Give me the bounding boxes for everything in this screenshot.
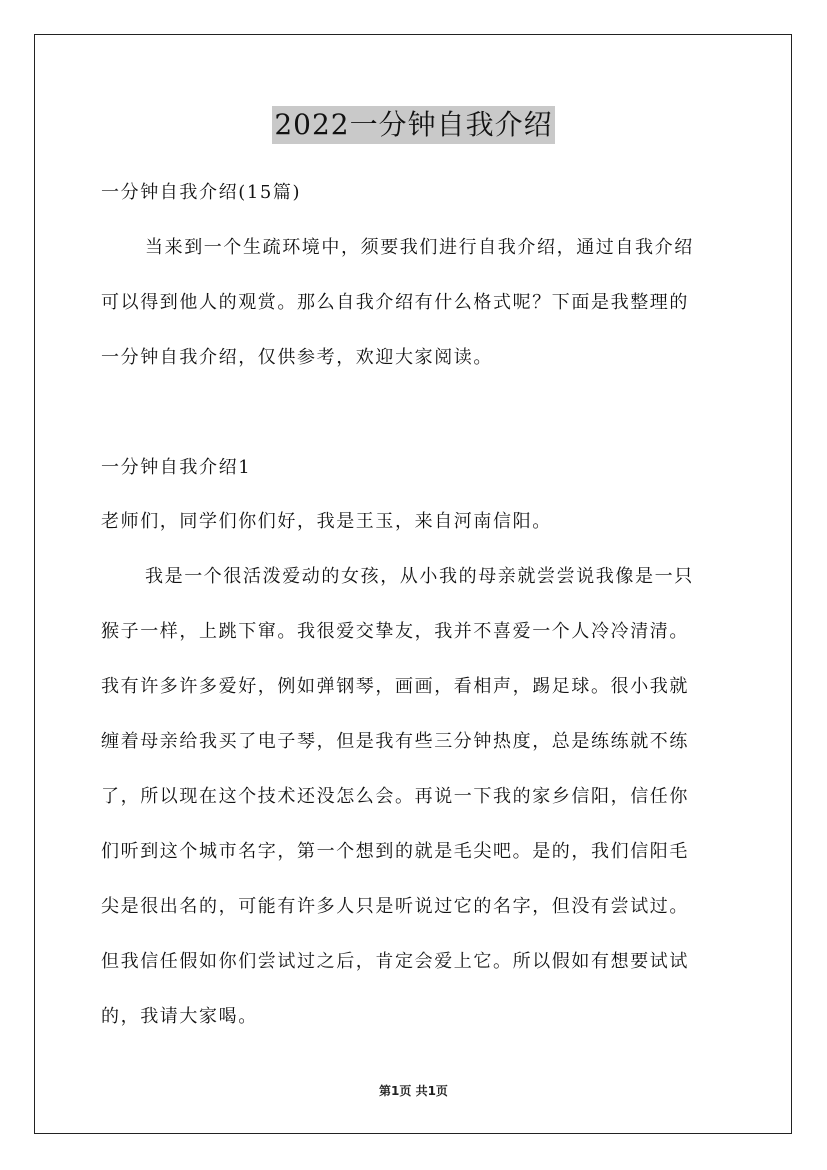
body-line: 的，我请大家喝。 [101,1006,258,1027]
section-heading: 一分钟自我介绍1 [101,457,252,478]
intro-line: 可以得到他人的观赏。那么自我介绍有什么格式呢？下面是我整理的 [101,292,689,313]
body-line: 但我信任假如你们尝试过之后，肯定会爱上它。所以假如有想要试试 [101,951,689,972]
greeting-line: 老师们，同学们你们好，我是王玉，来自河南信阳。 [101,511,552,532]
subtitle: 一分钟自我介绍(15篇) [101,182,302,203]
body-line: 们听到这个城市名字，第一个想到的就是毛尖吧。是的，我们信阳毛 [101,841,689,862]
body-line: 尖是很出名的，可能有许多人只是听说过它的名字，但没有尝试过。 [101,896,689,917]
intro-line: 当来到一个生疏环境中，须要我们进行自我介绍，通过自我介绍 [145,237,694,258]
body-line: 我是一个很活泼爱动的女孩，从小我的母亲就尝尝说我像是一只 [145,566,694,587]
body-line: 猴子一样，上跳下窜。我很爱交挚友，我并不喜爱一个人冷冷清清。 [101,621,689,642]
body-line: 缠着母亲给我买了电子琴，但是我有些三分钟热度，总是练练就不练 [101,731,689,752]
intro-line: 一分钟自我介绍，仅供参考，欢迎大家阅读。 [101,347,493,368]
body-line: 了，所以现在这个技术还没怎么会。再说一下我的家乡信阳，信任你 [101,786,689,807]
document-title [0,104,827,144]
page-number-footer: 第1页 共1页 [379,1084,448,1098]
body-line: 我有许多许多爱好，例如弹钢琴，画画，看相声，踢足球。很小我就 [101,676,689,697]
title-highlight: 2022一分钟自我介绍 [272,106,554,144]
